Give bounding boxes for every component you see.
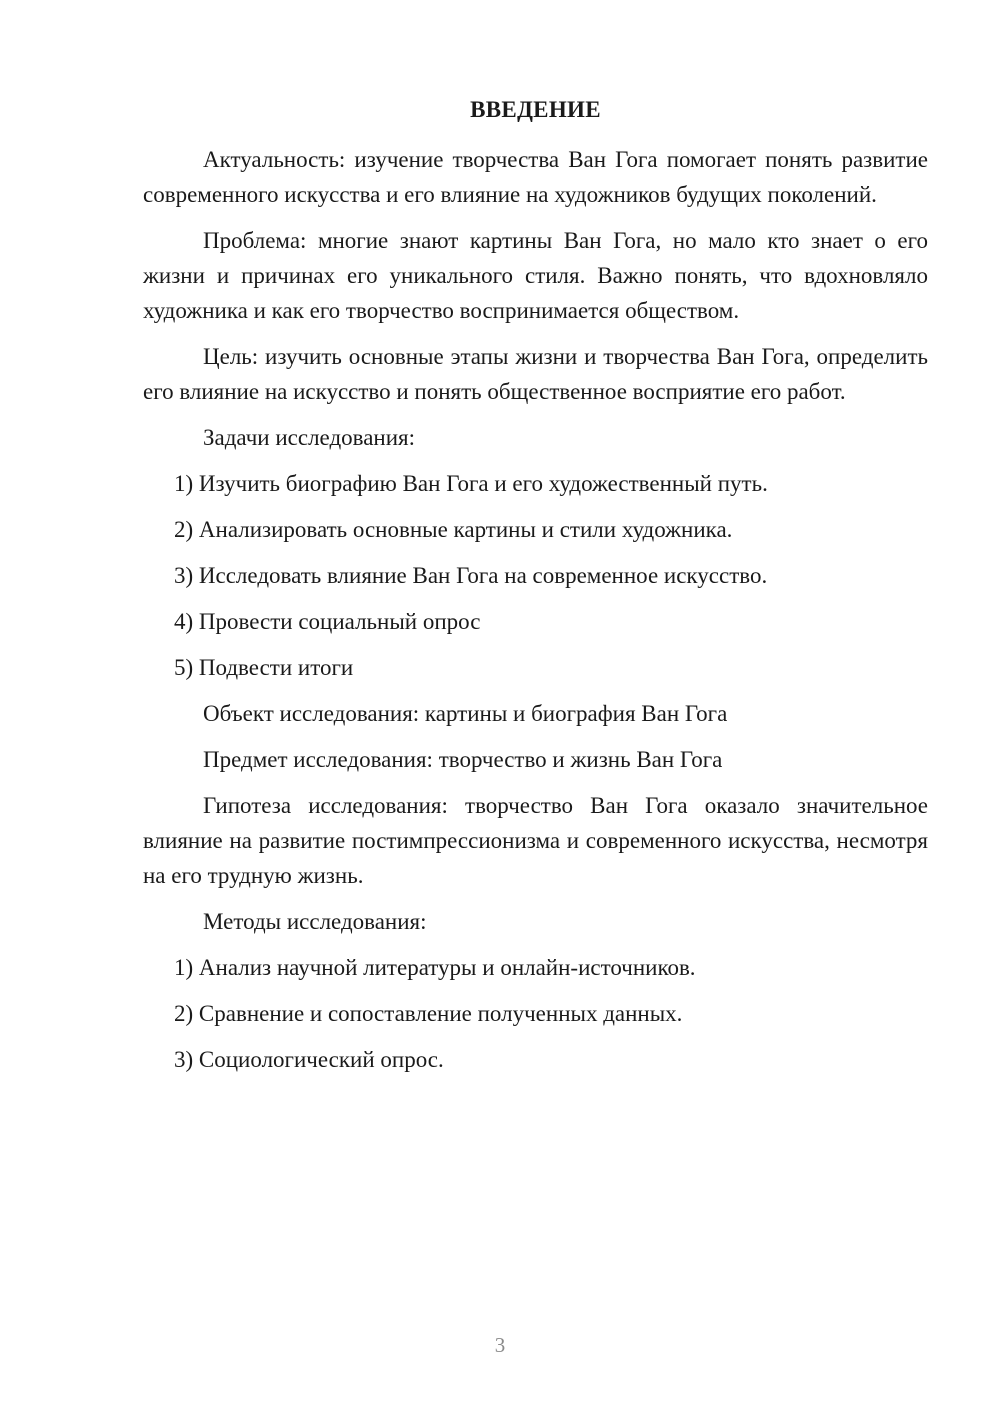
hypothesis-paragraph: Гипотеза исследования: творчество Ван Гога оказало значительное влияние на развитие постимпрессионизма и современного искусства, несмотря на его трудную жизнь. xyxy=(143,793,928,888)
method-item: 3) Социологический опрос. xyxy=(174,1047,444,1072)
page-number: 3 xyxy=(494,1333,506,1357)
subject-line: Предмет исследования: творчество и жизнь Ван Гога xyxy=(203,747,723,772)
task-item: 1) Изучить биографию Ван Гога и его художественный путь. xyxy=(174,471,768,496)
methods-label: Методы исследования: xyxy=(203,909,427,934)
relevance-paragraph: Актуальность: изучение творчества Ван Гога помогает понять развитие современного искусства и его влияние на художников будущих поколений. xyxy=(143,147,928,207)
section-heading: ВВЕДЕНИЕ xyxy=(470,97,601,122)
problem-paragraph: Проблема: многие знают картины Ван Гога, но мало кто знает о его жизни и причинах его уникального стиля. Важно понять, что вдохновляло художника и как его творчество воспринимается обществом. xyxy=(143,228,928,323)
object-line: Объект исследования: картины и биография Ван Гога xyxy=(203,701,728,726)
goal-paragraph: Цель: изучить основные этапы жизни и творчества Ван Гога, определить его влияние на искусство и понять общественное восприятие его работ. xyxy=(143,344,928,404)
task-item: 3) Исследовать влияние Ван Гога на современное искусство. xyxy=(174,563,768,588)
method-item: 1) Анализ научной литературы и онлайн-источников. xyxy=(174,955,696,980)
task-item: 5) Подвести итоги xyxy=(174,655,354,680)
task-item: 2) Анализировать основные картины и стили художника. xyxy=(174,517,733,542)
method-item: 2) Сравнение и сопоставление полученных данных. xyxy=(174,1001,683,1026)
document-page xyxy=(143,95,928,1088)
task-item: 4) Провести социальный опрос xyxy=(174,609,481,634)
tasks-label: Задачи исследования: xyxy=(203,425,416,450)
